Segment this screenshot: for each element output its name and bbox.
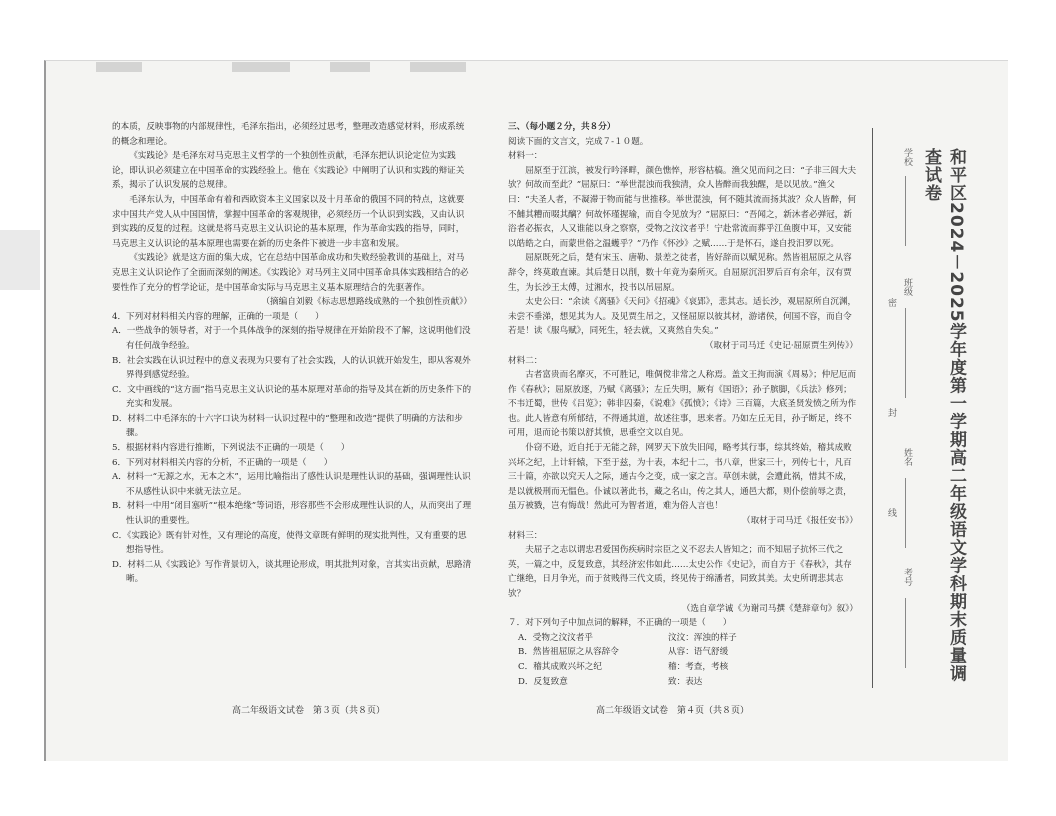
passage-paragraph: 《实践论》就是这方面的集大成，它在总结中国革命成功和失败经验教训的基础上，对马克思主义认识论作了全面而深刻的阐述。《实践论》对马列主义同中国革命具体实践相结合的必要性作了充分的哲学论证，是中国革命实际与马克思主义基本原理结合的先驱著作。 — [112, 253, 469, 293]
passage-paragraph: 毛泽东认为，中国革命有着和西欧资本主义国家以及十月革命的俄国不同的特点，这就要求中国共产党人从中国国情，掌握中国革命的客观规律，必须经历一个认识到实践，又由认识到实践的反复的过程。这就是将马克思主义认识论的基本原理，作为革命实践的指导，同时，马克思主义认识论的基本原理也需要在新的历史条件下被进一步丰富和发展。 — [112, 194, 465, 249]
material-3-paragraph: 夫屈子之志以谓忠君爱国伤疾病时宗臣之义不忍去人皆知之；而不知屈子抗怀三代之英，一篇之中，反复致意，其经济宏伟如此……太史公作《史记》，而自方于《春秋》，其存亡继绝，日月争光，而于贫贱得三代文质，终见传于绵潘者，同致其美。太史所谓悲其志欤？ — [508, 545, 852, 599]
material-1-paragraph: 太史公曰：“余读《离骚》《天问》《招魂》《哀郢》，悲其志。适长沙，观屈原所自沉渊，未尝不垂涕，想见其为人。及见贾生吊之，又怪屈原以彼其材，游诸侯，何国不容，而自令若是！读《服鸟赋》，同死生，轻去就，又爽然自失矣。” — [508, 297, 857, 337]
question-7-option-b-sentence: B．然皆祖屈原之从容辞令 — [518, 647, 619, 658]
question-7-option-a-gloss: 汶汶：浑浊的样子 — [668, 632, 737, 643]
material-3-source: （选自章学诚《为谢司马撰《楚辞章句》叙》） — [681, 603, 858, 614]
name-field-line — [905, 478, 906, 548]
question-7-option-a-sentence: A．受物之汶汶者乎 — [518, 632, 593, 643]
question-4-option-c: C．文中画线的“这方面”指马克思主义认识论的基本原理对革命的指导及其在新的历史条件下的充实和发展。 — [112, 384, 472, 410]
material-1-label: 材料一： — [508, 151, 543, 162]
exam-page-3 — [112, 120, 472, 587]
name-field-label: 姓名 — [902, 448, 912, 466]
question-6-option-d: D．材料二从《实践论》写作背景切入，谈其理论形成，明其批判对象，言其实出贡献，思路清晰。 — [112, 559, 472, 585]
question-4-option-d: D．材料二中毛泽东的十六字口诀为材料一认识过程中的“整理和改造”提供了明确的方法和步骤。 — [112, 413, 463, 439]
question-4-stem: 4．下列对材料相关内容的理解，正确的一项是（ ） — [112, 311, 324, 322]
material-2-label: 材料二： — [508, 355, 543, 366]
question-6-stem: 6．下列对材料相关内容的分析，不正确的一项是（ ） — [112, 457, 333, 468]
seal-mark-2: 封 — [886, 408, 896, 417]
scan-smudge — [96, 62, 142, 72]
exam-title: 和平区2024－2025学年度第一学期高二年级语文学科期末质量调查试卷 — [921, 148, 966, 683]
question-7-option-d-sentence: D．反复致意 — [518, 676, 568, 687]
passage-paragraph: 《实践论》是毛泽东对马克思主义哲学的一个独创性贡献，毛泽东把认识论定位为实践论，即认识必须建立在中国革命的实践经验上。他在《实践论》中阐明了认识和实践的辩证关系，揭示了认识发展的总规律。 — [112, 151, 465, 191]
exam-number-field-label: 考号 — [902, 568, 912, 586]
section-instruction: 阅读下面的文言文，完成７-１０题。 — [508, 136, 649, 147]
material-1-source: （取材于司马迁《史记·屈原贾生列传》） — [704, 340, 858, 351]
scan-smudge — [410, 62, 466, 72]
scan-smudge — [232, 62, 290, 72]
question-7-option-d-gloss: 致：表达 — [668, 676, 703, 687]
exam-page-4 — [508, 120, 858, 689]
class-field-line — [905, 308, 906, 398]
question-4-option-b: B．社会实践在认识过程中的意义表现为只要有了社会实践，人的认识就开始发生，即从客观外界得到感觉经验。 — [112, 355, 471, 381]
page-3-footer: 高二年级语文试卷 第３页（共８页） — [232, 706, 386, 716]
exam-number-field-line — [905, 598, 906, 668]
binding-strip — [872, 128, 966, 688]
material-2-paragraph: 古者富贵而名摩灭，不可胜记，唯倜傥非常之人称焉。盖文王拘而演《周易》；仲尼厄而作《春秋》；屈原放逐，乃赋《离骚》；左丘失明，厥有《国语》；孙子膑脚，《兵法》修列；不韦迁蜀，世传《吕览》；韩非囚秦，《说难》《孤愤》；《诗》三百篇，大底圣贤发愤之所为作也。此人皆意有所郁结，不得通其道，故述往事，思来者。乃如左丘无目，孙子断足，终不可用，退而论书策以舒其愤，思垂空文以自见。 — [508, 370, 857, 439]
question-7-option-b-gloss: 从容：语气舒缓 — [668, 647, 729, 658]
passage-paragraph: 的本质，反映事物的内部规律性，毛泽东指出，必须经过思考，整理改造感觉材料，形成系统的概念和理论。 — [112, 122, 465, 147]
material-1-paragraph: 屈原既死之后，楚有宋玉、唐勒、景差之徒者，皆好辞而以赋见称。然皆祖屈原之从容辞令，终莫敢直谏。其后楚日以削，数十年竟为秦所灭。自屈原沉汨罗后百有余年，汉有贾生，为长沙王太傅，过湘水，投书以吊屈原。 — [508, 253, 852, 293]
question-7-option-c-gloss: 稽：考查，考核 — [668, 661, 729, 672]
page-4-footer: 高二年级语文试卷 第４页（共８页） — [596, 706, 750, 716]
seal-mark-3: 线 — [886, 508, 896, 517]
seal-mark-1: 密 — [886, 298, 896, 307]
section-heading: 三、（每小题２分，共８分） — [508, 122, 616, 132]
question-7-option-c-sentence: C．稽其成败兴坏之纪 — [518, 661, 602, 672]
material-2-source: （取材于司马迁《报任安书》） — [741, 516, 858, 527]
school-field-label: 学校 — [902, 148, 912, 166]
question-7-stem: ７．对下列句子中加点词的解释，不正确的一项是（ ） — [508, 618, 732, 629]
scan-smudge — [330, 62, 370, 72]
question-4-option-a: A．一些战争的领导者，对于一个具体战争的深刻的指导规律在开始阶段不了解，这说明他们没有任何战争经验。 — [112, 326, 471, 351]
material-1-paragraph: 屈原至于江滨，被发行吟泽畔，颜色憔悴，形容枯槁。渔父见而问之曰：“子非三闾大夫欤？何故而至此？”屈原曰：“举世混浊而我独清，众人皆醉而我独醒，是以见放。”渔父曰：“夫圣人者，不凝滞于物而能与世推移。举世混浊，何不随其流而扬其波？众人皆醉，何不餔其糟而啜其醨？何故怀瑾握瑜，而自令见放为？”屈原曰：“吾闻之，新沐者必弹冠，新浴者必振衣，人又谁能以身之察察，受物之汶汶者乎！宁赴常流而葬乎江鱼腹中耳，又安能以皓皓之白，而蒙世俗之温蠖乎？”乃作《怀沙》之赋……于是怀石，遂自投汨罗以死。 — [508, 165, 857, 249]
question-6-option-b: B．材料一中用“闭目塞听”“根本绝缘”等词语，形容那些不会形成理性认识的人，从而突出了理性认识的重要性。 — [112, 501, 472, 527]
class-field-label: 班级 — [902, 278, 912, 296]
material-2-paragraph: 仆窃不逊，近自托于无能之辞，网罗天下放失旧闻，略考其行事，综其终始，稽其成败兴坏之纪，上计轩辕，下至于兹，为十表，本纪十二，书八章，世家三十，列传七十，凡百三十篇，亦欲以究天人之际，通古今之变，成一家之言。草创未就，会遭此祸，惜其不成，是以就极刑而无愠色。仆诚以著此书，藏之名山，传之其人，通邑大都，则仆偿前辱之责，虽万被戮，岂有悔哉！然此可为智者道，难为俗人言也！ — [508, 443, 852, 512]
scan-smudge — [0, 230, 40, 290]
question-7-options — [518, 631, 858, 689]
material-3-label: 材料三： — [508, 530, 543, 541]
school-field-line — [905, 176, 906, 246]
question-5-stem: 5．根据材料内容进行推断，下列说法不正确的一项是（ ） — [112, 443, 350, 454]
passage-source: （摘编自刘毅《标志思想路线成熟的一个独创性贡献》） — [261, 297, 472, 308]
question-6-option-a: A．材料一“无源之水，无本之木”，运用比喻指出了感性认识是理性认识的基础，强调理性认识不从感性认识中来就无法立足。 — [112, 472, 471, 497]
question-6-option-c: C．《实践论》既有针对性，又有理论的高度，使得文章既有鲜明的现实批判性，又有重要的思想指导性。 — [112, 530, 467, 556]
